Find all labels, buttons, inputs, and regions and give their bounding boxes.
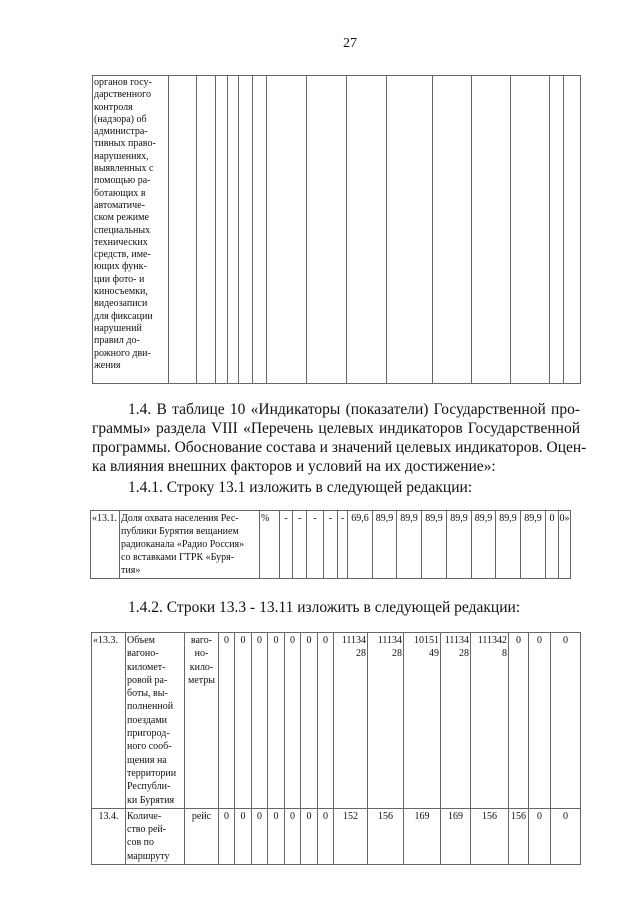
unit-cell: % (260, 511, 280, 579)
cell-line: 156 (511, 810, 526, 822)
page-number: 27 (343, 36, 357, 51)
value-cell (285, 808, 301, 864)
cell-line: Республи- (127, 781, 171, 793)
cell-line: боты, вы- (127, 688, 168, 700)
value-cell (368, 808, 404, 864)
cell-line: 0 (240, 810, 246, 822)
cell-line: 28 (392, 648, 402, 660)
indicator-name-cell (120, 511, 260, 579)
cell-line: киносъемки, (94, 286, 148, 298)
paragraph-line: ка влияния внешних факторов и условий на их достижение»: (92, 458, 496, 475)
cell-line: ного сооб- (127, 741, 172, 753)
cell-line: 0 (323, 810, 328, 822)
cell-line: правил до- (94, 335, 140, 347)
cell-line: дарственного (94, 89, 151, 101)
cell-line: технических (94, 236, 148, 248)
value-cell: 89,9 (472, 511, 496, 579)
value-cell (551, 808, 581, 864)
value-cell: 89,9 (373, 511, 397, 579)
cell-line: 169 (414, 810, 430, 822)
value-cell (529, 808, 551, 864)
value-cell (219, 633, 235, 809)
rows-13-3-13-11-table (91, 632, 581, 865)
value-cell (404, 808, 441, 864)
value-cell (235, 633, 252, 809)
value-cell (268, 633, 285, 809)
row-13-1-table (90, 510, 571, 579)
value-cell: - (280, 511, 293, 579)
cell-line: для фиксации (94, 310, 153, 322)
cell-line: 28 (356, 648, 366, 660)
value-cell (509, 633, 529, 809)
value-cell: 69,6 (348, 511, 373, 579)
value-cell: 0» (559, 511, 571, 579)
cell-line: 156 (378, 810, 393, 822)
cell-line: выявленных с (94, 163, 154, 175)
paragraph-line: 1.4. В таблице 10 «Индикаторы (показатели) Государственной про- (128, 401, 580, 418)
cell-line: публики Бурятия вещанием (121, 526, 239, 537)
value-cell: - (307, 511, 324, 579)
cell-line: 0 (290, 810, 295, 822)
indicator-name-cell (126, 633, 185, 809)
cell-line: сов по (127, 837, 155, 849)
value-cell (404, 633, 441, 809)
value-cell (268, 808, 285, 864)
cell-line: 0 (257, 810, 262, 822)
cell-line: 0 (224, 810, 229, 822)
cell-line: видеозаписи (94, 298, 148, 310)
value-cell: 89,9 (422, 511, 447, 579)
unit-cell (185, 633, 219, 809)
cell-line: 111342 (477, 635, 507, 646)
paragraph-line: граммы» раздела VIII «Перечень целевых индикаторов Государственной (92, 420, 580, 437)
cell-line: органов госу- (94, 77, 152, 88)
cell-line: ющих функ- (94, 261, 147, 273)
cell-line: 28 (459, 648, 469, 660)
cell-line: вагоно- (127, 648, 159, 660)
cell-line: Количе- (127, 810, 162, 822)
indicator-name-cell (93, 76, 169, 384)
cell-line: ском режиме (94, 212, 149, 224)
value-cell: - (324, 511, 338, 579)
paragraph-1-4-1: 1.4.1. Строку 13.1 изложить в следующей редакции: (128, 479, 473, 496)
cell-line: со вставками ГТРК «Буря- (121, 552, 235, 563)
value-cell (471, 633, 509, 809)
cell-line: нарушениях, (94, 150, 149, 162)
value-cell (368, 633, 404, 809)
row-number-cell: 13.4. (92, 808, 126, 864)
cell-line: 0 (257, 635, 262, 646)
value-cell (318, 633, 334, 809)
value-cell (219, 808, 235, 864)
cell-line: кило- (189, 661, 214, 673)
cell-line: автоматиче- (94, 199, 145, 211)
cell-line: рейс (191, 810, 212, 822)
cell-line: но- (194, 648, 209, 660)
table-row (92, 633, 581, 809)
row-number-cell: «13.1. (91, 511, 120, 579)
cell-line: средств, име- (94, 249, 151, 261)
value-cell: 89,9 (496, 511, 521, 579)
cell-line: Доля охвата населения Рес- (121, 513, 239, 524)
table-row (93, 76, 581, 384)
value-cell (318, 808, 334, 864)
cell-line: метры (188, 674, 215, 686)
paragraph-1-4-2: 1.4.2. Строки 13.3 - 13.11 изложить в следующей редакции: (128, 599, 521, 616)
cell-line: 0 (273, 810, 279, 822)
cell-line: ровой ра- (127, 674, 168, 686)
cell-line: поездами (127, 714, 168, 726)
cell-line: специальных (94, 224, 151, 236)
cell-line: полненной (127, 701, 174, 713)
cell-line: 0 (537, 810, 542, 822)
value-cell (471, 808, 509, 864)
table-row (92, 808, 581, 864)
value-cell (441, 633, 471, 809)
cell-line: 0 (537, 635, 542, 646)
cell-line: рожного дви- (94, 347, 151, 359)
cell-line: 156 (482, 810, 497, 822)
value-cell (441, 808, 471, 864)
cell-line: 8 (502, 648, 507, 660)
cell-line: 0 (224, 635, 229, 646)
value-cell: - (293, 511, 307, 579)
cell-line: 0 (306, 635, 312, 646)
value-cell: 89,9 (521, 511, 546, 579)
cell-line: администра- (94, 126, 148, 138)
cell-line: 11134 (444, 635, 469, 646)
cell-line: 0 (323, 635, 328, 646)
cell-line: ции фото- и (94, 273, 145, 285)
cell-line: тия» (121, 565, 141, 576)
value-cell (551, 633, 581, 809)
paragraph-line: программы. Обоснование состава и значений целевых индикаторов. Оцен- (92, 439, 587, 456)
value-cell: 0 (546, 511, 559, 579)
cell-line: ство рей- (127, 824, 167, 836)
value-cell (509, 808, 529, 864)
cell-line: пригород- (127, 728, 170, 740)
value-cell (235, 808, 252, 864)
cell-line: ваго- (190, 635, 213, 646)
cell-line: 0 (563, 635, 568, 646)
cell-line: жения (94, 359, 121, 371)
value-cell (529, 633, 551, 809)
indicator-table-continuation (92, 75, 581, 384)
value-cell: 89,9 (447, 511, 472, 579)
cell-line: 11134 (341, 635, 366, 646)
table-row (91, 511, 571, 579)
cell-line: ботающих в (94, 187, 146, 199)
indicator-name-cell (126, 808, 185, 864)
cell-line: 11134 (377, 635, 402, 646)
value-cell (334, 808, 368, 864)
cell-line: 0 (240, 635, 246, 646)
cell-line: 0 (273, 635, 279, 646)
cell-line: радиоканала «Радио Россия» (121, 539, 245, 550)
paragraph-1-4 (92, 400, 587, 476)
value-cell (285, 633, 301, 809)
cell-line: 0 (306, 810, 312, 822)
cell-line: маршруту (127, 850, 170, 862)
cell-line: 152 (343, 810, 358, 822)
value-cell (301, 808, 318, 864)
cell-line: 0 (290, 635, 295, 646)
row-number-cell: «13.3. (92, 633, 126, 809)
cell-line: ки Бурятия (127, 794, 175, 806)
cell-line: контроля (94, 101, 133, 113)
cell-line: 49 (429, 648, 439, 660)
cell-line: 0 (563, 810, 568, 822)
cell-line: территории (127, 767, 177, 779)
value-cell (252, 633, 268, 809)
cell-line: нарушений (94, 322, 142, 334)
cell-line: Объем (127, 635, 155, 646)
cell-line: 0 (516, 635, 521, 646)
cell-line: (надзора) об (94, 113, 147, 125)
cell-line: щения на (127, 754, 167, 766)
cell-line: 10151 (414, 635, 439, 646)
value-cell: - (338, 511, 348, 579)
cell-line: 169 (448, 810, 463, 822)
value-cell: 89,9 (397, 511, 422, 579)
cell-line: тивных право- (94, 138, 156, 150)
value-cell (334, 633, 368, 809)
unit-cell (185, 808, 219, 864)
cell-line: километ- (127, 661, 166, 673)
value-cell (301, 633, 318, 809)
cell-line: помощью ра- (94, 175, 151, 187)
value-cell (252, 808, 268, 864)
